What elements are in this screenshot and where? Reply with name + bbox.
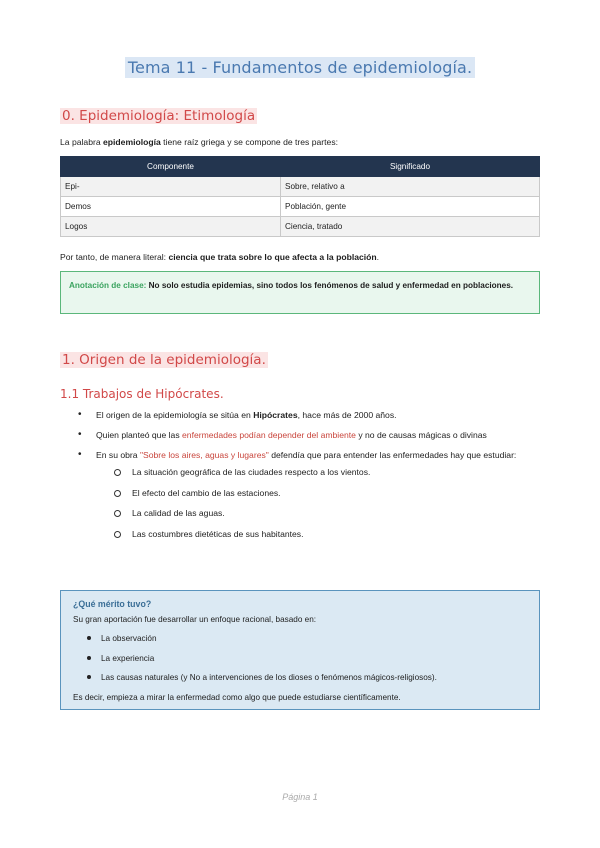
etymology-table — [60, 156, 540, 237]
merit-intro: Su gran aportación fue desarrollar un enfoque racional, basado en: — [73, 615, 317, 624]
hippocrates-list — [78, 408, 540, 547]
note-text: No solo estudia epidemias, sino todos los fenómenos de salud y enfermedad en poblaciones. — [148, 281, 514, 290]
merit-item: Las causas naturales (y No a intervenciones de los dioses o fenómenos mágicos-religiosos). — [87, 671, 527, 684]
table-header-row — [61, 157, 540, 177]
table-cell: Ciencia, tratado — [281, 217, 540, 237]
note-label: Anotación de clase: — [69, 281, 147, 290]
sub-list-item: La calidad de las aguas. — [96, 506, 540, 520]
table-cell: Población, gente — [281, 197, 540, 217]
merit-item: La experiencia — [87, 652, 527, 665]
list-item: • El origen de la epidemiología se sitúa en Hipócrates, hace más de 2000 años. — [78, 408, 540, 422]
table-cell: Epi- — [61, 177, 281, 197]
title-wrap — [0, 57, 600, 78]
merit-item: La observación — [87, 632, 527, 645]
section0-heading: 0. Epidemiología: Etimología — [62, 108, 256, 124]
table-header: Componente — [61, 157, 281, 177]
merit-question: ¿Qué mérito tuvo? — [73, 599, 152, 609]
table-cell: Logos — [61, 217, 281, 237]
sub-list-item: Las costumbres dietéticas de sus habitantes. — [96, 527, 540, 541]
section0-intro: La palabra epidemiología tiene raíz griega y se compone de tres partes: — [60, 137, 339, 147]
list-item: • Quien planteó que las enfermedades podían depender del ambiente y no de causas mágicas o divinas — [78, 428, 540, 442]
page-number: Página 1 — [282, 792, 318, 802]
list-item: • En su obra "Sobre los aires, aguas y lugares" defendía que para entender las enfermedades hay que estudiar: La situación geográfica de las ciudades respecto a los vientos. El efecto del cambio de las estaciones. La calidad de las aguas. Las costumbres dietéticas de sus habitantes. — [78, 448, 540, 541]
study-factors-list — [96, 465, 540, 541]
table-cell: Demos — [61, 197, 281, 217]
section1-subheading: 1.1 Trabajos de Hipócrates. — [60, 387, 224, 401]
merit-list — [87, 632, 527, 684]
section0-conclusion: Por tanto, de manera literal: ciencia que trata sobre lo que afecta a la población. — [60, 252, 380, 262]
table-row — [61, 197, 540, 217]
merit-conclusion: Es decir, empieza a mirar la enfermedad como algo que puede estudiarse científicamente. — [73, 692, 401, 702]
merit-box — [60, 590, 540, 710]
table-cell: Sobre, relativo a — [281, 177, 540, 197]
table-row — [61, 217, 540, 237]
sub-list-item: La situación geográfica de las ciudades respecto a los vientos. — [96, 465, 540, 479]
class-note-box — [60, 271, 540, 314]
sub-list-item: El efecto del cambio de las estaciones. — [96, 486, 540, 500]
table-header: Significado — [281, 157, 540, 177]
table-row — [61, 177, 540, 197]
section1-heading: 1. Origen de la epidemiología. — [62, 352, 266, 368]
page-title: Tema 11 - Fundamentos de epidemiología. — [125, 57, 475, 78]
